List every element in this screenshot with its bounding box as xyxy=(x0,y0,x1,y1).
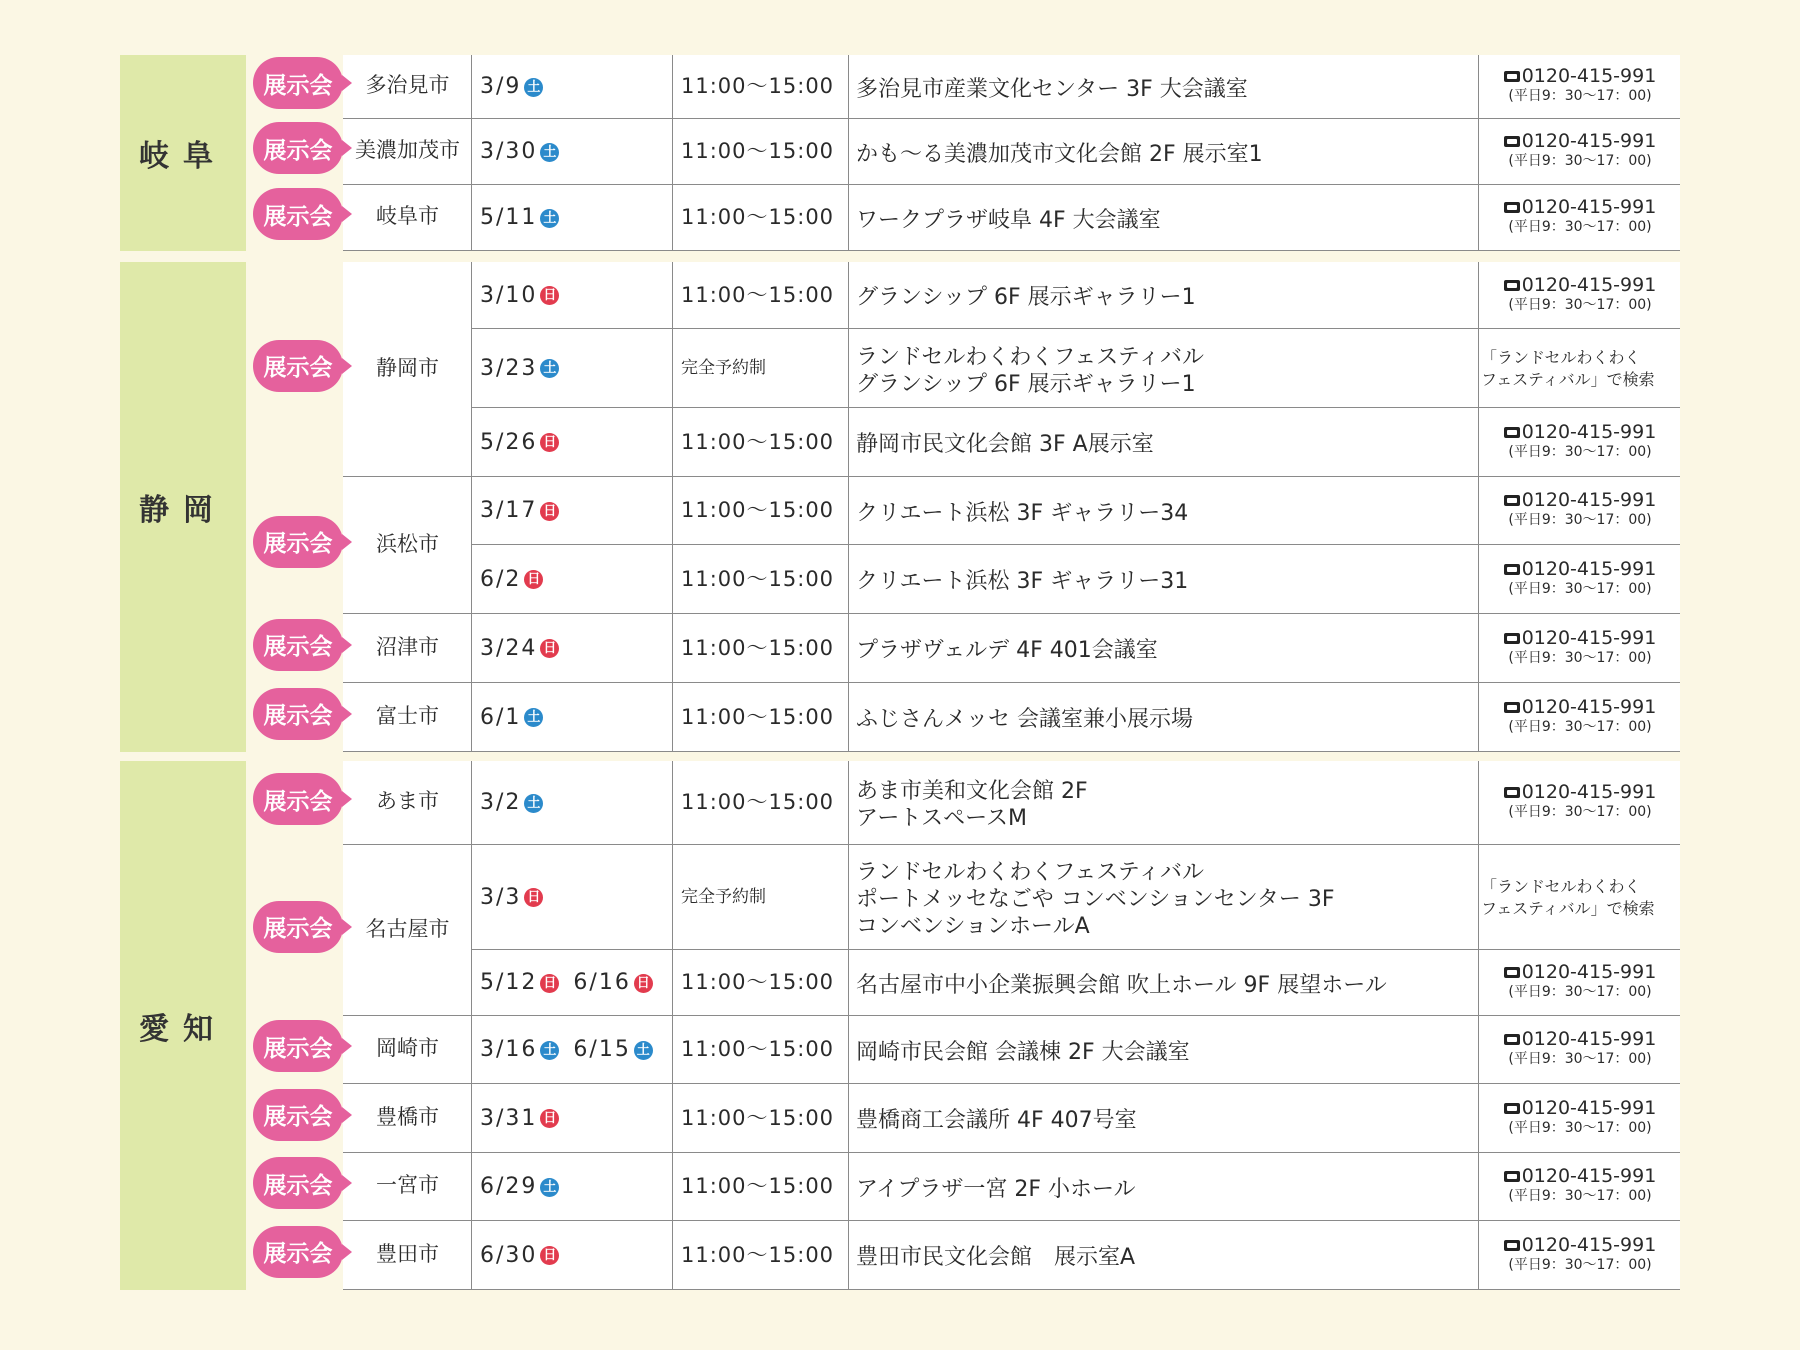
column-divider xyxy=(1478,262,1479,752)
row-divider xyxy=(471,949,1680,950)
event-time: 11:00〜15:00 xyxy=(681,205,835,229)
sunday-icon: 日 xyxy=(540,1246,559,1265)
contact-info xyxy=(1480,491,1680,527)
venue-name: ランドセルわくわくフェスティバル グランシップ 6F 展示ギャラリー1 xyxy=(856,344,1205,397)
business-hours: (平日9：30〜17：00) xyxy=(1508,984,1652,1000)
free-dial-icon xyxy=(1504,280,1520,291)
row-divider xyxy=(343,1152,1680,1153)
contact-info xyxy=(1480,695,1680,735)
event-time: 11:00〜15:00 xyxy=(681,970,835,994)
event-time: 11:00〜15:00 xyxy=(681,790,835,814)
business-hours: (平日9：30〜17：00) xyxy=(1508,296,1652,313)
contact-info xyxy=(1480,557,1680,597)
column-divider xyxy=(848,55,849,251)
venue-name: ふじさんメッセ 会議室兼小展示場 xyxy=(856,707,1193,732)
venue-name: 岡崎市民会館 会議棟 2F 大会議室 xyxy=(856,1039,1190,1065)
sunday-icon: 日 xyxy=(540,974,559,993)
phone-number: 0120-415-991 xyxy=(1480,198,1680,217)
exhibition-badge: 展示会 xyxy=(253,188,343,240)
row-divider xyxy=(343,613,1680,614)
event-date: 3/17 日 xyxy=(480,499,559,523)
saturday-icon: 土 xyxy=(540,143,559,162)
event-time: 11:00〜15:00 xyxy=(681,74,835,98)
business-hours: (平日9：30〜17：00) xyxy=(1508,718,1652,735)
venue-name: 多治見市産業文化センター 3F 大会議室 xyxy=(856,76,1248,102)
contact-info xyxy=(1480,67,1680,103)
free-dial-icon xyxy=(1504,633,1520,644)
event-date: 6/29 土 xyxy=(480,1175,559,1199)
event-time: 11:00〜15:00 xyxy=(681,498,835,522)
contact-info xyxy=(1480,626,1680,666)
column-divider xyxy=(1478,55,1479,251)
free-dial-icon xyxy=(1504,71,1520,82)
exhibition-badge: 展示会 xyxy=(253,1157,343,1209)
prefecture-label: 愛知 xyxy=(120,761,246,1290)
row-divider xyxy=(343,184,1680,185)
column-divider xyxy=(471,262,472,752)
business-hours: (平日9：30〜17：00) xyxy=(1508,443,1652,460)
exhibition-badge: 展示会 xyxy=(253,57,343,109)
phone-number: 0120-415-991 xyxy=(1480,1167,1680,1186)
exhibition-badge: 展示会 xyxy=(253,122,343,174)
contact-info xyxy=(1480,783,1680,819)
free-dial-icon xyxy=(1504,1034,1520,1045)
venue-name: クリエート浜松 3F ギャラリー31 xyxy=(856,569,1189,594)
exhibition-badge: 展示会 xyxy=(253,1020,343,1072)
phone-number: 0120-415-991 xyxy=(1480,132,1680,151)
free-dial-icon xyxy=(1504,495,1520,506)
column-divider xyxy=(1478,761,1479,1290)
city-name: 名古屋市 xyxy=(365,916,450,941)
business-hours: (平日9：30〜17：00) xyxy=(1508,512,1652,528)
event-time: 11:00〜15:00 xyxy=(681,635,835,660)
business-hours: (平日9：30〜17：00) xyxy=(1508,649,1652,666)
free-dial-icon xyxy=(1504,967,1520,978)
business-hours: (平日9：30〜17：00) xyxy=(1508,1051,1652,1067)
row-divider xyxy=(343,1015,1680,1016)
event-time: 11:00〜15:00 xyxy=(681,704,835,729)
city-name: 岡崎市 xyxy=(376,1036,439,1060)
event-date: 3/2 土 xyxy=(480,791,543,815)
phone-number: 0120-415-991 xyxy=(1480,491,1680,510)
phone-number: 0120-415-991 xyxy=(1480,629,1680,648)
phone-number: 0120-415-991 xyxy=(1480,1236,1680,1255)
event-date: 5/12 日 6/16 日 xyxy=(480,971,653,995)
venue-name: 静岡市民文化会館 3F A展示室 xyxy=(856,432,1154,457)
city-name: 豊田市 xyxy=(376,1241,439,1266)
contact-info xyxy=(1480,420,1680,460)
venue-name: 名古屋市中小企業振興会館 吹上ホール 9F 展望ホール xyxy=(856,972,1387,998)
venue-name: かも〜る美濃加茂市文化会館 2F 展示室1 xyxy=(856,141,1263,167)
event-date: 3/31 日 xyxy=(480,1107,559,1131)
saturday-icon: 土 xyxy=(540,209,559,228)
free-dial-icon xyxy=(1504,564,1520,575)
sunday-icon: 日 xyxy=(540,639,559,658)
search-note: 「ランドセルわくわく フェスティバル」で検索 xyxy=(1481,347,1655,389)
business-hours: (平日9：30〜17：00) xyxy=(1508,1119,1652,1136)
venue-name: あま市美和文化会館 2F アートスペースM xyxy=(856,779,1088,831)
phone-number: 0120-415-991 xyxy=(1480,423,1680,442)
row-divider xyxy=(343,844,1680,845)
column-divider xyxy=(672,55,673,251)
row-divider xyxy=(343,250,1680,251)
event-date: 3/24 日 xyxy=(480,637,559,661)
column-divider xyxy=(848,761,849,1290)
free-dial-icon xyxy=(1504,202,1520,213)
exhibition-badge: 展示会 xyxy=(253,688,343,740)
city-name: 岐阜市 xyxy=(376,204,439,228)
prefecture-label: 静岡 xyxy=(120,262,246,752)
exhibition-badge: 展示会 xyxy=(253,773,343,825)
contact-info xyxy=(1480,132,1680,168)
venue-name: ワークプラザ岐阜 4F 大会議室 xyxy=(856,207,1161,233)
column-divider xyxy=(672,761,673,1290)
saturday-icon: 土 xyxy=(634,1041,653,1060)
sunday-icon: 日 xyxy=(524,888,543,907)
event-date: 3/3 日 xyxy=(480,886,543,910)
column-divider xyxy=(848,262,849,752)
sunday-icon: 日 xyxy=(634,974,653,993)
sunday-icon: 日 xyxy=(524,570,543,589)
row-divider xyxy=(471,407,1680,408)
contact-info xyxy=(1480,198,1680,234)
business-hours: (平日9：30〜17：00) xyxy=(1508,1188,1652,1204)
row-divider xyxy=(343,476,1680,477)
event-date: 5/11 土 xyxy=(480,206,559,230)
contact-info xyxy=(1480,1096,1680,1136)
exhibition-badge: 展示会 xyxy=(253,516,343,568)
city-name: 富士市 xyxy=(376,703,439,728)
saturday-icon: 土 xyxy=(540,1041,559,1060)
event-date: 3/9 土 xyxy=(480,75,543,99)
contact-info xyxy=(1480,963,1680,999)
event-date: 3/10 日 xyxy=(480,284,559,308)
search-note: 「ランドセルわくわく フェスティバル」で検索 xyxy=(1481,876,1655,918)
city-name: 浜松市 xyxy=(376,531,439,556)
exhibition-badge: 展示会 xyxy=(253,1226,343,1278)
city-name: 一宮市 xyxy=(376,1173,439,1197)
phone-number: 0120-415-991 xyxy=(1480,1099,1680,1118)
free-dial-icon xyxy=(1504,1171,1520,1182)
event-date: 3/23 土 xyxy=(480,357,559,381)
event-date: 6/1 土 xyxy=(480,706,543,730)
row-divider xyxy=(343,1289,1680,1290)
business-hours: (平日9：30〜17：00) xyxy=(1508,1256,1652,1273)
free-dial-icon xyxy=(1504,1240,1520,1251)
event-time: 完全予約制 xyxy=(681,886,766,907)
event-time: 完全予約制 xyxy=(681,357,766,378)
saturday-icon: 土 xyxy=(524,78,543,97)
free-dial-icon xyxy=(1504,702,1520,713)
event-date: 3/30 土 xyxy=(480,140,559,164)
event-time: 11:00〜15:00 xyxy=(681,282,835,307)
row-divider xyxy=(343,1083,1680,1084)
event-time: 11:00〜15:00 xyxy=(681,139,835,163)
free-dial-icon xyxy=(1504,427,1520,438)
prefecture-label: 岐阜 xyxy=(120,55,246,251)
free-dial-icon xyxy=(1504,136,1520,147)
event-date: 5/26 日 xyxy=(480,431,559,455)
venue-name: ランドセルわくわくフェスティバル ポートメッセなごや コンベンションセンター 3F コンベンションホールA xyxy=(856,860,1335,939)
venue-name: アイプラザ一宮 2F 小ホール xyxy=(856,1176,1136,1202)
saturday-icon: 土 xyxy=(524,794,543,813)
city-name: 美濃加茂市 xyxy=(355,138,460,162)
city-name: 豊橋市 xyxy=(376,1104,439,1129)
event-time: 11:00〜15:00 xyxy=(681,1105,835,1130)
phone-number: 0120-415-991 xyxy=(1480,560,1680,579)
row-divider xyxy=(343,751,1680,752)
city-name: 静岡市 xyxy=(376,355,439,380)
row-divider xyxy=(471,328,1680,329)
saturday-icon: 土 xyxy=(540,359,559,378)
free-dial-icon xyxy=(1504,1103,1520,1114)
event-time: 11:00〜15:00 xyxy=(681,1174,835,1198)
exhibition-badge: 展示会 xyxy=(253,901,343,953)
saturday-icon: 土 xyxy=(540,1178,559,1197)
exhibition-badge: 展示会 xyxy=(253,619,343,671)
sunday-icon: 日 xyxy=(540,286,559,305)
phone-number: 0120-415-991 xyxy=(1480,276,1680,295)
sunday-icon: 日 xyxy=(540,433,559,452)
row-divider xyxy=(343,682,1680,683)
event-date: 6/30 日 xyxy=(480,1244,559,1268)
business-hours: (平日9：30〜17：00) xyxy=(1508,804,1652,820)
phone-number: 0120-415-991 xyxy=(1480,67,1680,86)
venue-name: クリエート浜松 3F ギャラリー34 xyxy=(856,500,1189,526)
exhibition-badge: 展示会 xyxy=(253,1089,343,1141)
event-date: 3/16 土 6/15 土 xyxy=(480,1038,653,1062)
contact-info xyxy=(1480,273,1680,313)
phone-number: 0120-415-991 xyxy=(1480,1030,1680,1049)
row-divider xyxy=(343,1220,1680,1221)
business-hours: (平日9：30〜17：00) xyxy=(1508,219,1652,235)
business-hours: (平日9：30〜17：00) xyxy=(1508,580,1652,597)
contact-info xyxy=(1480,1233,1680,1273)
city-name: 多治見市 xyxy=(365,73,450,97)
column-divider xyxy=(672,262,673,752)
business-hours: (平日9：30〜17：00) xyxy=(1508,153,1652,169)
venue-name: 豊橋商工会議所 4F 407号室 xyxy=(856,1108,1137,1133)
city-name: あま市 xyxy=(376,789,439,813)
phone-number: 0120-415-991 xyxy=(1480,783,1680,802)
event-date: 6/2 日 xyxy=(480,568,543,592)
event-time: 11:00〜15:00 xyxy=(681,1242,835,1267)
exhibition-badge: 展示会 xyxy=(253,340,343,392)
venue-name: グランシップ 6F 展示ギャラリー1 xyxy=(856,285,1196,310)
venue-name: 豊田市民文化会館 展示室A xyxy=(856,1245,1136,1270)
phone-number: 0120-415-991 xyxy=(1480,698,1680,717)
contact-info xyxy=(1480,1030,1680,1066)
venue-name: プラザヴェルデ 4F 401会議室 xyxy=(856,638,1158,663)
sunday-icon: 日 xyxy=(540,502,559,521)
sunday-icon: 日 xyxy=(540,1109,559,1128)
business-hours: (平日9：30〜17：00) xyxy=(1508,88,1652,104)
event-time: 11:00〜15:00 xyxy=(681,1037,835,1061)
phone-number: 0120-415-991 xyxy=(1480,963,1680,982)
table-block xyxy=(343,761,1680,1290)
row-divider xyxy=(343,118,1680,119)
saturday-icon: 土 xyxy=(524,708,543,727)
row-divider xyxy=(471,544,1680,545)
event-time: 11:00〜15:00 xyxy=(681,566,835,591)
column-divider xyxy=(471,55,472,251)
event-time: 11:00〜15:00 xyxy=(681,429,835,454)
column-divider xyxy=(471,761,472,1290)
city-name: 沼津市 xyxy=(376,634,439,659)
free-dial-icon xyxy=(1504,787,1520,798)
contact-info xyxy=(1480,1167,1680,1203)
